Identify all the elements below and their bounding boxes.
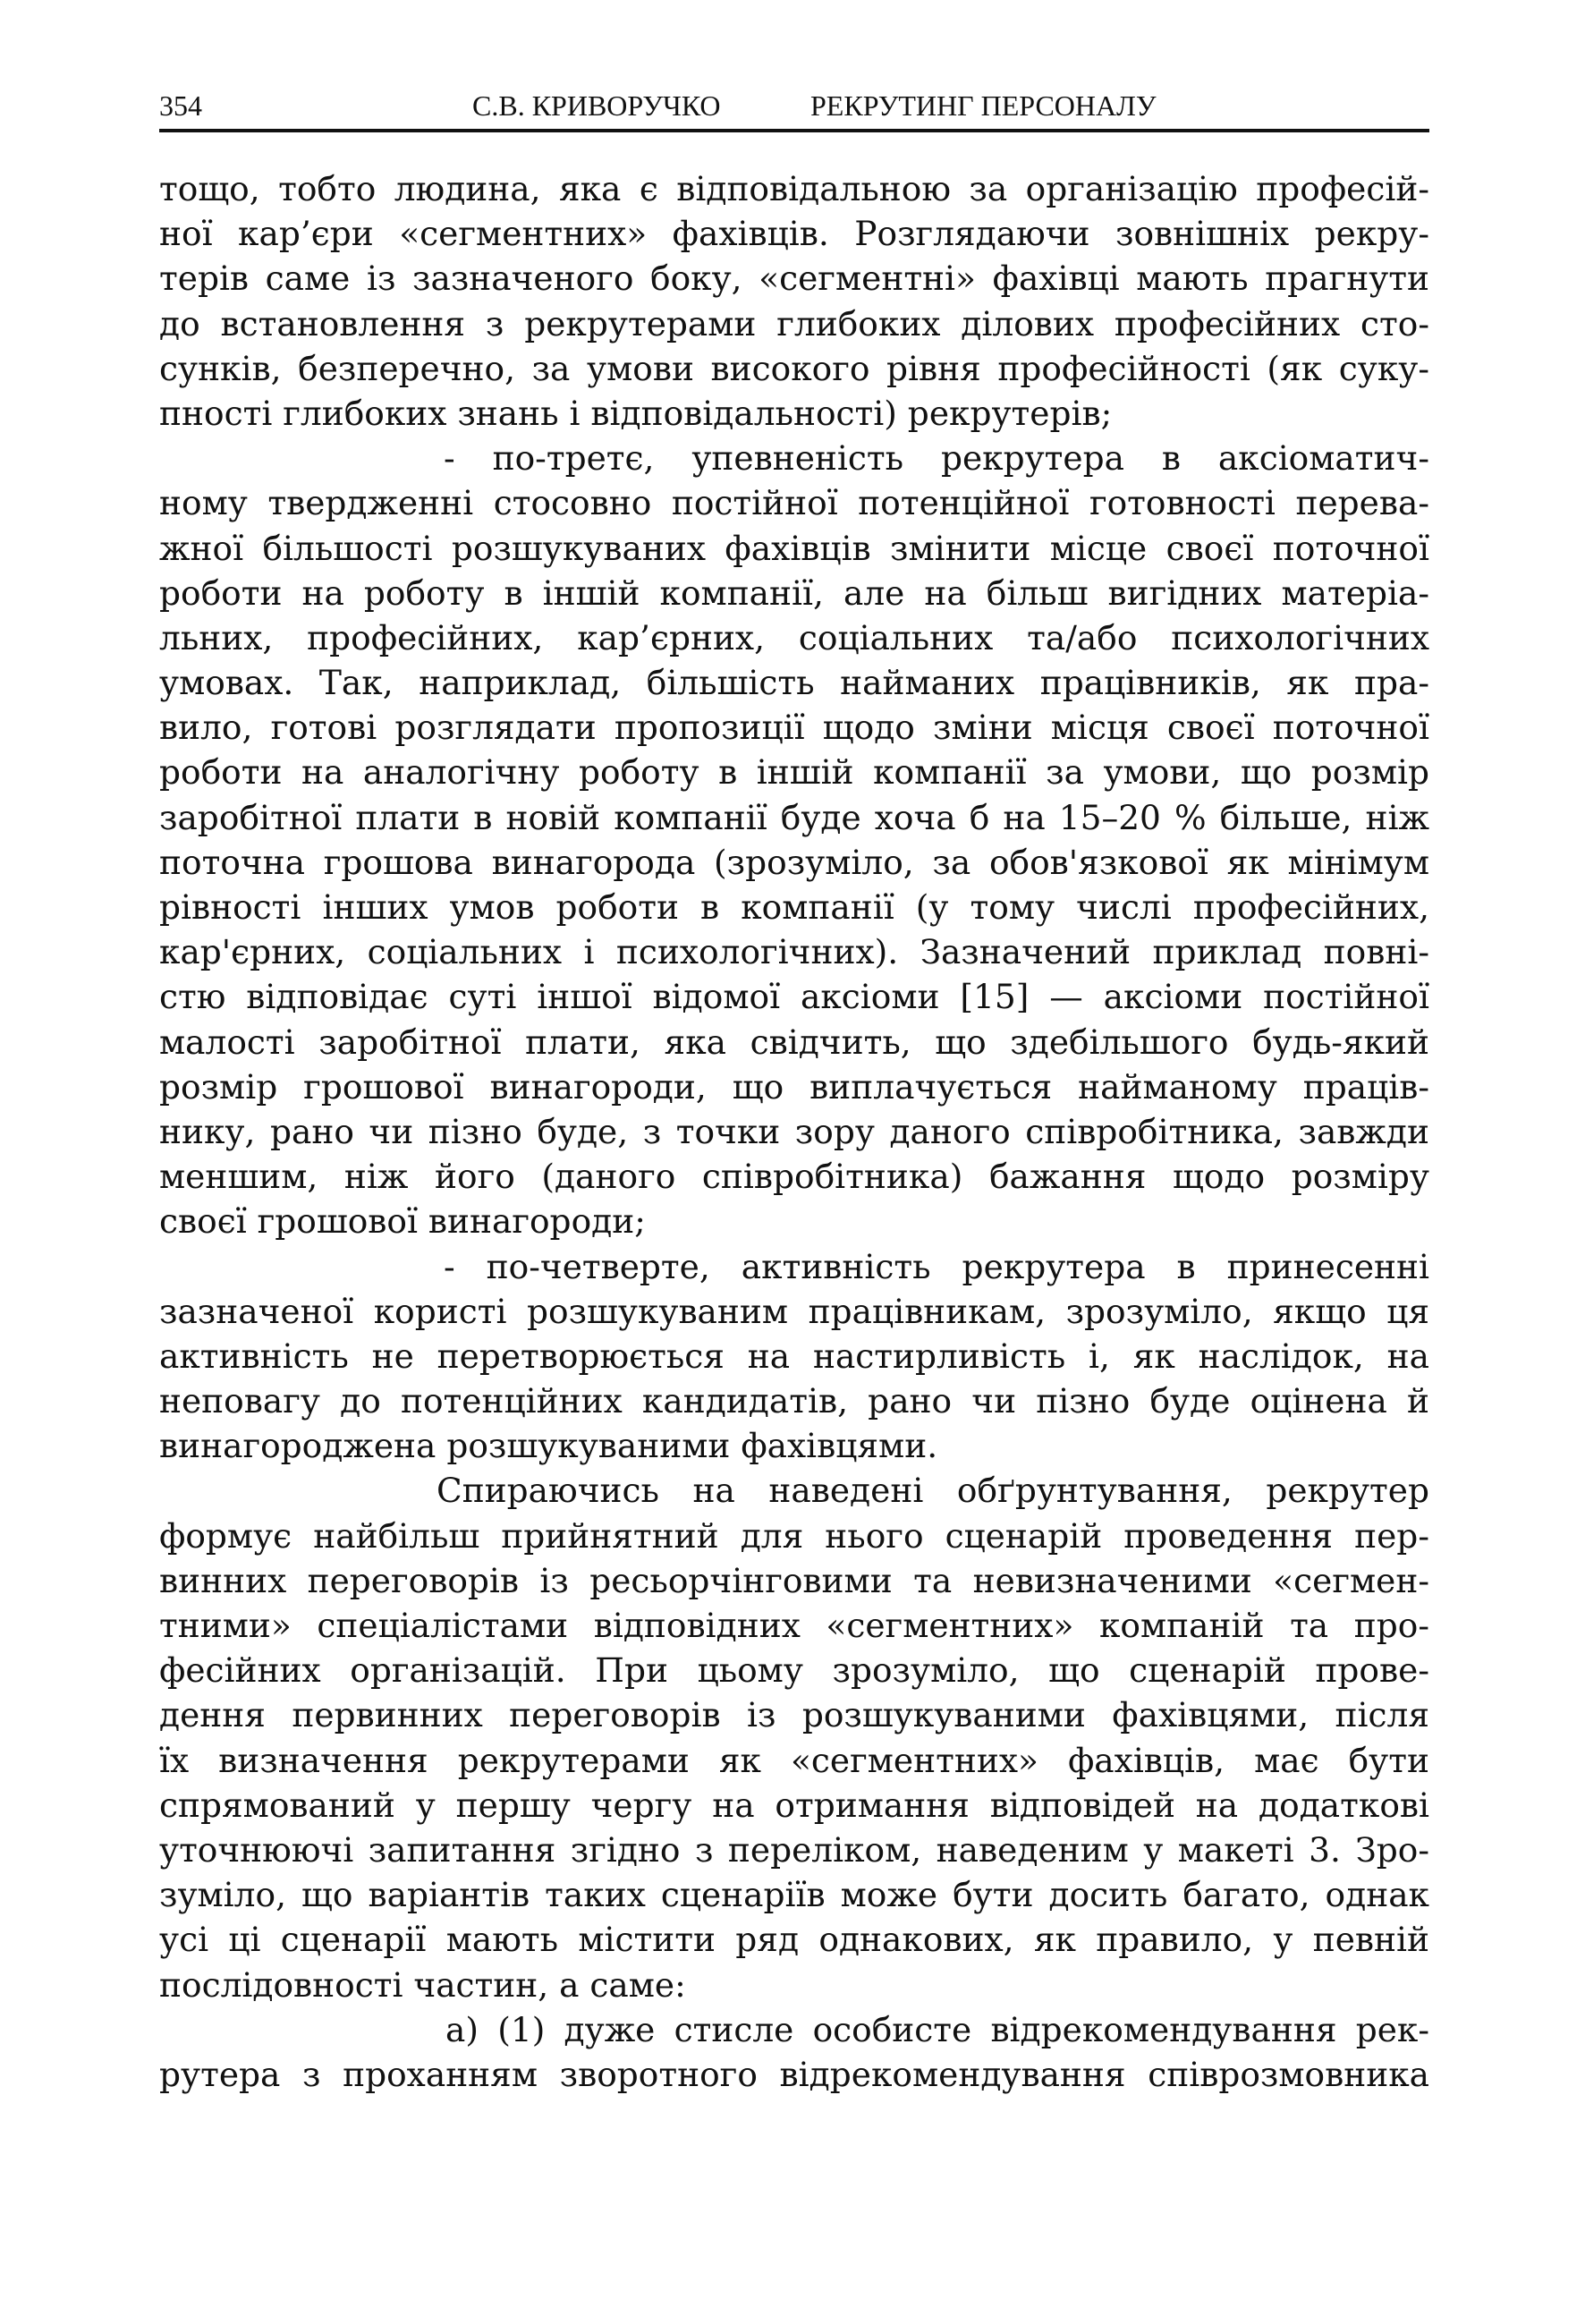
list-item-start: а) (1) дуже стисле особисте відрекомендування рек- <box>445 2009 1429 2049</box>
text-line: фесійних організацій. При цьому зрозуміло, що сценарій прове- <box>159 1650 1429 1691</box>
text-line: заробітної плати в новій компанії буде хоча б на 15–20 % більше, ніж <box>159 797 1429 837</box>
text-line: формує найбільш прийнятний для нього сценарій проведення пер- <box>159 1515 1429 1556</box>
text-line: спрямований у першу чергу на отримання відповідей на додаткові <box>159 1785 1429 1825</box>
author-name: С.В. КРИВОРУЧКО <box>472 89 721 122</box>
text-line: послідовності частин, а саме: <box>159 1964 686 2005</box>
text-line: неповагу до потенційних кандидатів, рано чи пізно буде оцінена й <box>159 1381 1429 1421</box>
text-line: уточнюючі запитання згідно з переліком, наведеним у макеті 3. Зро- <box>159 1829 1429 1870</box>
text-line: терів саме із зазначеного боку, «сегментні» фахівці мають прагнути <box>159 259 1429 299</box>
page-number: 354 <box>159 89 202 122</box>
text-line: винагороджена розшукуваними фахівцями. <box>159 1426 938 1466</box>
text-line: активність не перетворюється на настирливість і, як наслідок, на <box>159 1336 1429 1376</box>
text-line: роботи на роботу в іншій компанії, але на більш вигідних матеріа- <box>159 573 1429 613</box>
text-line: роботи на аналогічну роботу в іншій компанії за умови, що розмір <box>159 752 1429 793</box>
list-item-start: - по-четверте, активність рекрутера в принесенні <box>444 1246 1429 1286</box>
book-title: РЕКРУТИНГ ПЕРСОНАЛУ <box>810 89 1157 122</box>
paragraph-start: Спираючись на наведені обґрунтування, рекрутер <box>437 1471 1429 1511</box>
text-line: тними» спеціалістами відповідних «сегментних» компаній та про- <box>159 1606 1429 1645</box>
text-line: пності глибоких знань і відповідальності) рекрутерів; <box>159 393 1113 433</box>
text-line: ному твердженні стосовно постійної потенційної готовності перева- <box>159 483 1429 523</box>
text-line: до встановлення з рекрутерами глибоких ділових професійних сто- <box>159 303 1429 344</box>
text-line: сунків, безперечно, за умови високого рівня професійності (як суку- <box>159 348 1429 388</box>
list-item-start: - по-третє, упевненість рекрутера в аксіоматич- <box>444 438 1429 479</box>
text-line: винних переговорів із ресьорчінговими та невизначеними «сегмен- <box>159 1560 1429 1600</box>
text-line: льних, професійних, кар’єрних, соціальних та/або психологічних <box>159 617 1429 657</box>
text-line: малості заробітної плати, яка свідчить, що здебільшого будь-який <box>159 1022 1429 1062</box>
body-text <box>159 166 1429 2097</box>
text-line: поточна грошова винагорода (зрозуміло, за обов'язкової як мінімум <box>159 842 1429 882</box>
text-line: рівності інших умов роботи в компанії (у тому числі професійних, <box>159 887 1429 927</box>
text-line: умовах. Так, наприклад, більшість найманих працівників, як пра- <box>159 663 1429 703</box>
text-line: зуміло, що варіантів таких сценаріїв може бути досить багато, однак <box>159 1875 1429 1915</box>
text-line: розмір грошової винагороди, що виплачується найманому праців- <box>159 1066 1429 1107</box>
text-line: рутера з проханням зворотного відрекомендування співрозмовника <box>159 2054 1429 2094</box>
running-header <box>159 86 1429 132</box>
text-line: кар'єрних, соціальних і психологічних). Зазначений приклад повні- <box>159 932 1429 972</box>
text-line: дення первинних переговорів із розшукуваними фахівцями, після <box>159 1695 1429 1735</box>
text-line: меншим, ніж його (даного співробітника) бажання щодо розміру <box>159 1157 1429 1197</box>
text-line: вило, готові розглядати пропозиції щодо зміни місця своєї поточної <box>159 708 1429 748</box>
text-line: їх визначення рекрутерами як «сегментних» фахівців, має бути <box>159 1740 1429 1780</box>
text-line: жної більшості розшукуваних фахівців змінити місце своєї поточної <box>159 528 1429 568</box>
text-line: нику, рано чи пізно буде, з точки зору даного співробітника, завжди <box>159 1111 1429 1151</box>
text-line: тощо, тобто людина, яка є відповідальною за організацію професій- <box>159 169 1429 208</box>
text-line: стю відповідає суті іншої відомої аксіоми [15] — аксіоми постійної <box>159 977 1429 1017</box>
text-line: усі ці сценарії мають містити ряд однакових, як правило, у певній <box>159 1920 1429 1960</box>
text-line: ної кар’єри «сегментних» фахівців. Розглядаючи зовнішніх рекру- <box>159 214 1429 254</box>
text-line: своєї грошової винагороди; <box>159 1201 646 1242</box>
text-line: зазначеної користі розшукуваним працівникам, зрозуміло, якщо ця <box>159 1291 1429 1331</box>
